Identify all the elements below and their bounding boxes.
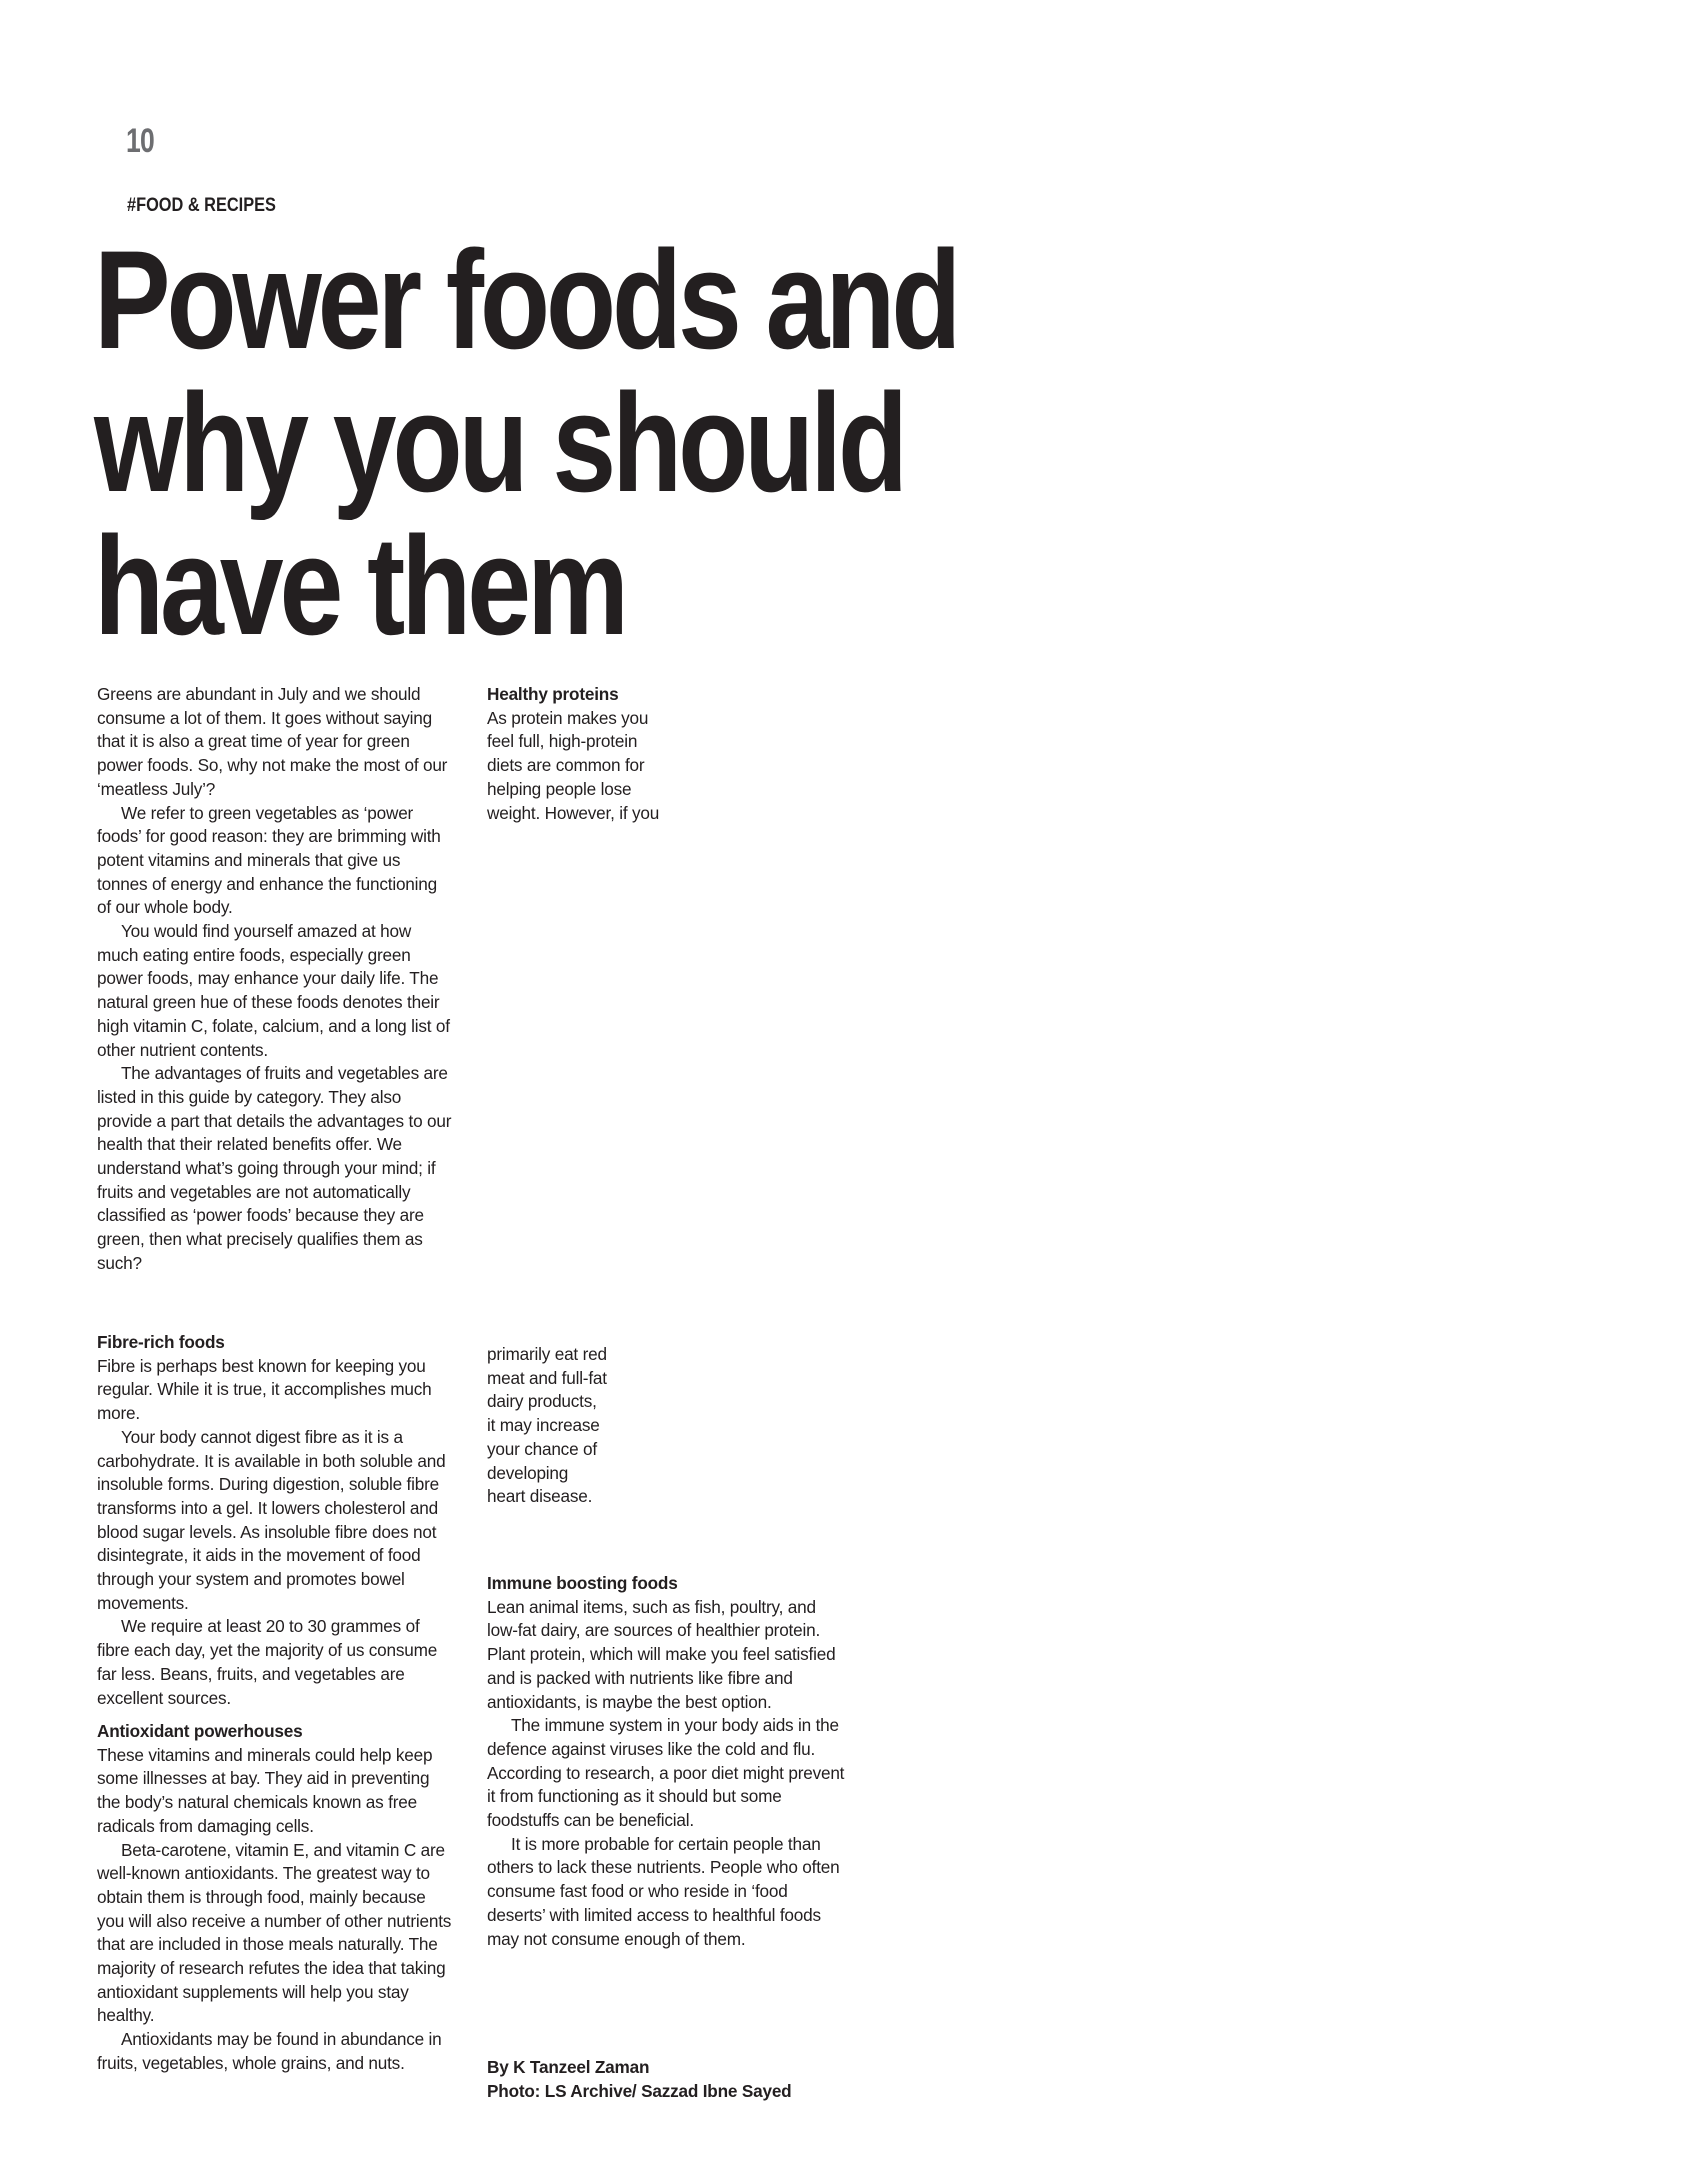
immune-section (487, 1572, 845, 1951)
headline-line-2: why you should (94, 364, 904, 521)
intro-paragraph-1: Greens are abundant in July and we should consume a lot of them. It goes without saying that it is also a great time of year for green power foods. So, why not make the most of our ‘meatless July’? (97, 684, 448, 799)
antioxidant-section (97, 1720, 455, 2076)
intro-paragraph-2: We refer to green vegetables as ‘power foods’ for good reason: they are brimming with potent vitamins and minerals that give us tonnes of energy and enhance the functioning of our whole body. (97, 802, 441, 918)
proteins-paragraph-start: As protein makes you feel full, high-protein diets are common for helping people lose weight. However, if you (487, 707, 660, 823)
headline-line-1: Power foods and (94, 221, 958, 378)
antioxidant-paragraph-2: Beta-carotene, vitamin E, and vitamin C are well-known antioxidants. The greatest way to obtain them is through food, mainly because you will also receive a number of other nutrients that are included in those meals naturally. The majority of research refutes the idea that taking antioxidant supplements will help you stay healthy. (97, 1839, 452, 2026)
immune-heading: Immune boosting foods (487, 1573, 678, 1593)
photo-credit: Photo: LS Archive/ Sazzad Ibne Sayed (487, 2080, 792, 2101)
credits (487, 2056, 907, 2103)
antioxidant-heading: Antioxidant powerhouses (97, 1721, 303, 1741)
immune-paragraph-1: Lean animal items, such as fish, poultry, and low-fat dairy, are sources of healthier protein. Plant protein, which will make you feel satisfied and is packed with nutrients like fibre and antioxidants, is maybe the best option. (487, 1596, 836, 1712)
fibre-paragraph-2: Your body cannot digest fibre as it is a carbohydrate. It is available in both soluble and insoluble forms. During digestion, soluble fibre transforms into a gel. It lowers cholesterol and blood sugar levels. As insoluble fibre does not disintegrate, it aids in the movement of food through your system and promotes bowel movements. (97, 1426, 446, 1613)
immune-paragraph-2: The immune system in your body aids in the defence against viruses like the cold and flu. According to research, a poor diet might prevent it from functioning as it should but some foodstuffs can be beneficial. (487, 1715, 845, 1831)
fibre-heading: Fibre-rich foods (97, 1332, 225, 1352)
page-number: 10 (126, 122, 154, 160)
fibre-paragraph-1: Fibre is perhaps best known for keeping you regular. While it is true, it accomplishes much more. (97, 1355, 432, 1424)
antioxidant-paragraph-3: Antioxidants may be found in abundance in fruits, vegetables, whole grains, and nuts. (97, 2029, 442, 2073)
headline-line-3: have them (94, 507, 625, 664)
intro-section (97, 683, 455, 1276)
section-tag: #FOOD & RECIPES (127, 195, 276, 216)
byline: By K Tanzeel Zaman (487, 2057, 650, 2077)
proteins-section (487, 683, 677, 825)
headline (94, 221, 958, 664)
proteins-paragraph-end: primarily eat red meat and full-fat dairy products, it may increase your chance of developing heart disease. (487, 1344, 607, 1507)
proteins-heading: Healthy proteins (487, 684, 619, 704)
proteins-continued (487, 1343, 607, 1509)
immune-paragraph-3: It is more probable for certain people than others to lack these nutrients. People who often consume fast food or who reside in ‘food deserts’ with limited access to healthful foods may not consume enough of them. (487, 1833, 840, 1949)
fibre-section (97, 1331, 455, 1710)
intro-paragraph-3: You would find yourself amazed at how much eating entire foods, especially green power foods, may enhance your daily life. The natural green hue of these foods denotes their high vitamin C, folate, calcium, and a long list of other nutrient contents. (97, 921, 450, 1060)
fibre-paragraph-3: We require at least 20 to 30 grammes of fibre each day, yet the majority of us consume far less. Beans, fruits, and vegetables are excellent sources. (97, 1616, 438, 1708)
antioxidant-paragraph-1: These vitamins and minerals could help keep some illnesses at bay. They aid in preventing the body’s natural chemicals known as free radicals from damaging cells. (97, 1744, 433, 1836)
intro-paragraph-4: The advantages of fruits and vegetables are listed in this guide by category. They also provide a part that details the advantages to our health that their related benefits offer. We understand what’s going through your mind; if fruits and vegetables are not automatically classified as ‘power foods’ because they are green, then what precisely qualifies them as such? (97, 1063, 452, 1273)
